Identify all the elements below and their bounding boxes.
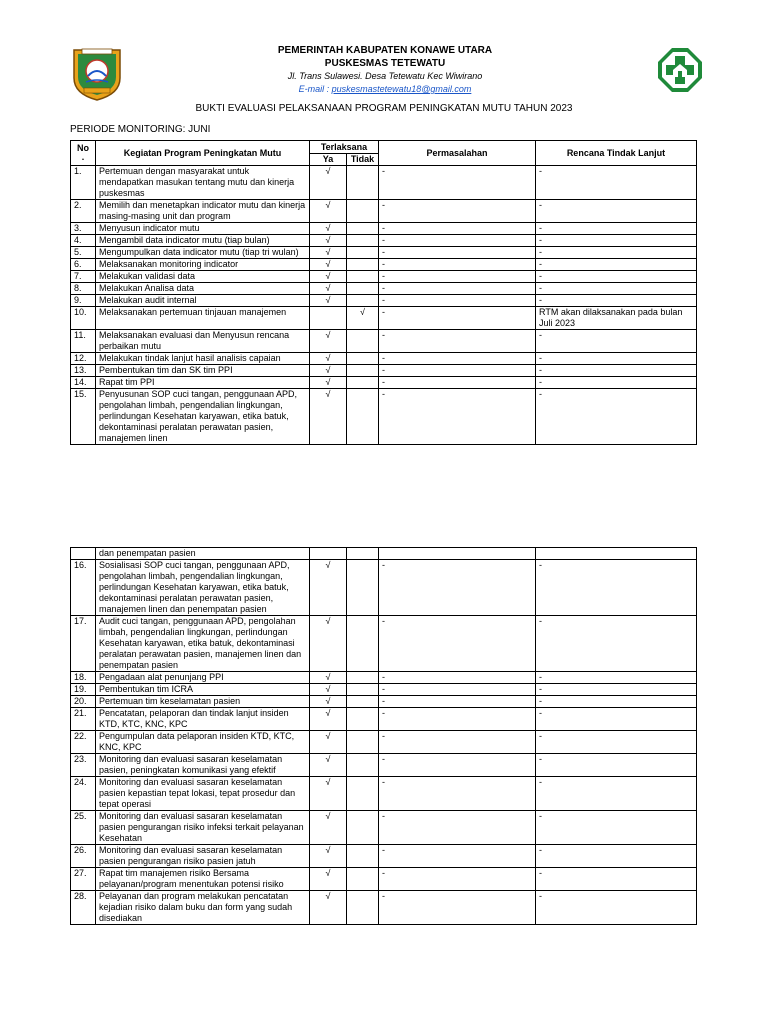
activity-cell: Memilih dan menetapkan indicator mutu dan kinerja masing-masing unit dan program (96, 200, 310, 223)
rtl-cell: - (536, 330, 697, 353)
row-number: 5. (71, 247, 96, 259)
rtl-cell (536, 548, 697, 560)
row-number: 4. (71, 235, 96, 247)
permasalahan-cell: - (379, 811, 536, 845)
tidak-check (347, 377, 379, 389)
permasalahan-cell: - (379, 283, 536, 295)
permasalahan-cell: - (379, 271, 536, 283)
row-number: 16. (71, 560, 96, 616)
permasalahan-cell: - (379, 353, 536, 365)
activity-cell: dan penempatan pasien (96, 548, 310, 560)
row-number: 20. (71, 696, 96, 708)
activity-cell: Monitoring dan evaluasi sasaran keselamatan pasien, peningkatan komunikasi yang efektif (96, 754, 310, 777)
email-link[interactable]: puskesmastetewatu18@gmail.com (331, 84, 472, 94)
tidak-check (347, 235, 379, 247)
table-row (71, 200, 697, 223)
puskesmas-logo-icon (656, 46, 704, 94)
permasalahan-cell: - (379, 166, 536, 200)
rtl-cell: - (536, 684, 697, 696)
rtl-cell: - (536, 560, 697, 616)
address: Jl. Trans Sulawesi. Desa Tetewatu Kec Wiwirano (287, 71, 483, 81)
permasalahan-cell: - (379, 223, 536, 235)
col-terlaksana-header: Terlaksana (310, 141, 379, 154)
activity-cell: Melaksanakan evaluasi dan Menyusun rencana perbaikan mutu (96, 330, 310, 353)
row-number: 11. (71, 330, 96, 353)
row-number: 1. (71, 166, 96, 200)
table-row (71, 777, 697, 811)
tidak-check (347, 166, 379, 200)
permasalahan-cell: - (379, 777, 536, 811)
tidak-check (347, 868, 379, 891)
permasalahan-cell: - (379, 389, 536, 445)
row-number: 17. (71, 616, 96, 672)
col-ya-header: Ya (310, 154, 347, 166)
tidak-check (347, 708, 379, 731)
row-number: 19. (71, 684, 96, 696)
rtl-cell: - (536, 891, 697, 925)
rtl-cell: - (536, 166, 697, 200)
activity-cell: Melaksanakan monitoring indicator (96, 259, 310, 271)
ya-check: √ (310, 754, 347, 777)
tidak-check (347, 365, 379, 377)
rtl-cell: - (536, 235, 697, 247)
row-number: 28. (71, 891, 96, 925)
rtl-cell: - (536, 708, 697, 731)
activity-cell: Pengadaan alat penunjang PPI (96, 672, 310, 684)
permasalahan-cell: - (379, 868, 536, 891)
table-row (71, 731, 697, 754)
permasalahan-cell: - (379, 235, 536, 247)
rtl-cell: - (536, 811, 697, 845)
permasalahan-cell: - (379, 365, 536, 377)
row-number: 25. (71, 811, 96, 845)
tidak-check (347, 891, 379, 925)
tidak-check (347, 696, 379, 708)
row-number: 10. (71, 307, 96, 330)
table-row (71, 560, 697, 616)
activity-cell: Monitoring dan evaluasi sasaran keselamatan pasien pengurangan risiko infeksi terkait pelayanan Kesehatan (96, 811, 310, 845)
row-number: 13. (71, 365, 96, 377)
permasalahan-cell: - (379, 672, 536, 684)
permasalahan-cell: - (379, 560, 536, 616)
ya-check: √ (310, 616, 347, 672)
ya-check: √ (310, 777, 347, 811)
rtl-cell: - (536, 353, 697, 365)
col-rtl-header: Rencana Tindak Lanjut (536, 141, 697, 166)
activity-cell: Melakukan validasi data (96, 271, 310, 283)
row-number: 24. (71, 777, 96, 811)
activity-cell: Monitoring dan evaluasi sasaran keselamatan pasien kepastian tepat lokasi, tepat prosedur dan tepat operasi (96, 777, 310, 811)
ya-check: √ (310, 377, 347, 389)
row-number: 8. (71, 283, 96, 295)
ya-check: √ (310, 200, 347, 223)
table-row (71, 223, 697, 235)
rtl-cell: - (536, 845, 697, 868)
table-row (71, 548, 697, 560)
tidak-check (347, 845, 379, 868)
permasalahan-cell: - (379, 845, 536, 868)
ya-check: √ (310, 389, 347, 445)
table-row (71, 235, 697, 247)
permasalahan-cell: - (379, 684, 536, 696)
row-number: 14. (71, 377, 96, 389)
evaluation-table-page1 (70, 140, 697, 445)
table-row (71, 247, 697, 259)
ya-check: √ (310, 166, 347, 200)
permasalahan-cell: - (379, 891, 536, 925)
rtl-cell: - (536, 672, 697, 684)
col-no-header: No . (71, 141, 96, 166)
tidak-check (347, 259, 379, 271)
row-number: 22. (71, 731, 96, 754)
activity-cell: Mengumpulkan data indicator mutu (tiap tri wulan) (96, 247, 310, 259)
tidak-check (347, 295, 379, 307)
ya-check: √ (310, 247, 347, 259)
activity-cell: Pembentukan tim dan SK tim PPI (96, 365, 310, 377)
row-number: 3. (71, 223, 96, 235)
row-number: 7. (71, 271, 96, 283)
row-number: 27. (71, 868, 96, 891)
ya-check: √ (310, 283, 347, 295)
ya-check: √ (310, 868, 347, 891)
table-row (71, 616, 697, 672)
col-tidak-header: Tidak (347, 154, 379, 166)
permasalahan-cell: - (379, 377, 536, 389)
permasalahan-cell: - (379, 754, 536, 777)
rtl-cell: - (536, 271, 697, 283)
permasalahan-cell: - (379, 330, 536, 353)
permasalahan-cell: - (379, 200, 536, 223)
ya-check: √ (310, 811, 347, 845)
ya-check: √ (310, 259, 347, 271)
tidak-check (347, 754, 379, 777)
ya-check: √ (310, 731, 347, 754)
row-number: 18. (71, 672, 96, 684)
table-row (71, 811, 697, 845)
tidak-check (347, 548, 379, 560)
rtl-cell: - (536, 365, 697, 377)
table-row (71, 166, 697, 200)
tidak-check: √ (347, 307, 379, 330)
ya-check: √ (310, 684, 347, 696)
ya-check (310, 548, 347, 560)
activity-cell: Melakukan audit internal (96, 295, 310, 307)
table-row (71, 868, 697, 891)
row-number: 21. (71, 708, 96, 731)
activity-cell: Melakukan tindak lanjut hasil analisis capaian (96, 353, 310, 365)
table-row (71, 708, 697, 731)
row-number: 2. (71, 200, 96, 223)
rtl-cell: - (536, 200, 697, 223)
rtl-cell: - (536, 295, 697, 307)
row-number: 26. (71, 845, 96, 868)
activity-cell: Rapat tim PPI (96, 377, 310, 389)
tidak-check (347, 353, 379, 365)
table-row (71, 754, 697, 777)
ya-check: √ (310, 696, 347, 708)
activity-cell: Melaksanakan pertemuan tinjauan manajemen (96, 307, 310, 330)
rtl-cell: - (536, 377, 697, 389)
table-row (71, 845, 697, 868)
email-line (130, 83, 640, 96)
permasalahan-cell (379, 548, 536, 560)
row-number: 23. (71, 754, 96, 777)
activity-cell: Melakukan Analisa data (96, 283, 310, 295)
col-kegiatan-header: Kegiatan Program Peningkatan Mutu (96, 141, 310, 166)
ya-check: √ (310, 708, 347, 731)
rtl-cell: - (536, 616, 697, 672)
rtl-cell: RTM akan dilaksanakan pada bulan Juli 2023 (536, 307, 697, 330)
tidak-check (347, 200, 379, 223)
ya-check: √ (310, 891, 347, 925)
tidak-check (347, 811, 379, 845)
table-row (71, 365, 697, 377)
tidak-check (347, 731, 379, 754)
activity-cell: Penyusunan SOP cuci tangan, penggunaan APD, pengolahan limbah, pengendalian lingkungan, perlindungan Kesehatan karyawan, etika batuk, dekontaminasi peralatan perawatan pasien, manajemen linen (96, 389, 310, 445)
rtl-cell: - (536, 223, 697, 235)
permasalahan-cell: - (379, 708, 536, 731)
ya-check: √ (310, 223, 347, 235)
tidak-check (347, 777, 379, 811)
permasalahan-cell: - (379, 247, 536, 259)
rtl-cell: - (536, 731, 697, 754)
activity-cell: Pelayanan dan program melakukan pencatatan kejadian risiko dalam buku dan form yang sudah disediakan (96, 891, 310, 925)
permasalahan-cell: - (379, 259, 536, 271)
kabupaten-emblem-icon (70, 44, 124, 102)
puskesmas-name: PUSKESMAS TETEWATU (324, 58, 446, 69)
rtl-cell: - (536, 696, 697, 708)
evaluation-table-page2 (70, 547, 697, 925)
tidak-check (347, 271, 379, 283)
activity-cell: Rapat tim manajemen risiko Bersama pelayanan/program menentukan potensi risiko (96, 868, 310, 891)
rtl-cell: - (536, 868, 697, 891)
table-row (71, 271, 697, 283)
ya-check: √ (310, 235, 347, 247)
email-label: E-mail : (298, 84, 332, 94)
table-row (71, 353, 697, 365)
table-row (71, 330, 697, 353)
activity-cell: Pertemuan dengan masyarakat untuk mendapatkan masukan tentang mutu dan kinerja puskesmas (96, 166, 310, 200)
government-name: PEMERINTAH KABUPATEN KONAWE UTARA (277, 45, 493, 56)
activity-cell: Menyusun indicator mutu (96, 223, 310, 235)
table-row (71, 283, 697, 295)
permasalahan-cell: - (379, 696, 536, 708)
ya-check: √ (310, 560, 347, 616)
permasalahan-cell: - (379, 295, 536, 307)
tidak-check (347, 389, 379, 445)
tidak-check (347, 672, 379, 684)
permasalahan-cell: - (379, 616, 536, 672)
tidak-check (347, 223, 379, 235)
row-number: 9. (71, 295, 96, 307)
permasalahan-cell: - (379, 307, 536, 330)
activity-cell: Pembentukan tim ICRA (96, 684, 310, 696)
ya-check: √ (310, 365, 347, 377)
tidak-check (347, 283, 379, 295)
table-row (71, 389, 697, 445)
ya-check (310, 307, 347, 330)
table-row (71, 259, 697, 271)
rtl-cell: - (536, 389, 697, 445)
ya-check: √ (310, 845, 347, 868)
activity-cell: Sosialisasi SOP cuci tangan, penggunaan APD, pengolahan limbah, pengendalian lingkungan, perlindungan Kesehatan karyawan, etika batuk, dekontaminasi peralatan perawatan pasien, manajemen linen dan penempatan pasien (96, 560, 310, 616)
table-row (71, 672, 697, 684)
activity-cell: Mengambil data indicator mutu (tiap bulan) (96, 235, 310, 247)
activity-cell: Pencatatan, pelaporan dan tindak lanjut insiden KTD, KTC, KNC, KPC (96, 708, 310, 731)
col-permasalahan-header: Permasalahan (379, 141, 536, 166)
table-row (71, 307, 697, 330)
activity-cell: Pertemuan tim keselamatan pasien (96, 696, 310, 708)
tidak-check (347, 616, 379, 672)
row-number (71, 548, 96, 560)
activity-cell: Audit cuci tangan, penggunaan APD, pengolahan limbah, pengendalian lingkungan, perlindungan Kesehatan karyawan, etika batuk, dekontaminasi peralatan perawatan pasien, manajemen linen dan penempatan pasien (96, 616, 310, 672)
table-row (71, 295, 697, 307)
document-title: BUKTI EVALUASI PELAKSANAAN PROGRAM PENINGKATAN MUTU TAHUN 2023 (195, 103, 573, 114)
rtl-cell: - (536, 259, 697, 271)
tidak-check (347, 684, 379, 696)
ya-check: √ (310, 672, 347, 684)
table-row (71, 696, 697, 708)
tidak-check (347, 560, 379, 616)
tidak-check (347, 247, 379, 259)
row-number: 6. (71, 259, 96, 271)
rtl-cell: - (536, 777, 697, 811)
activity-cell: Monitoring dan evaluasi sasaran keselamatan pasien pengurangan risiko pasien jatuh (96, 845, 310, 868)
table-row (71, 684, 697, 696)
ya-check: √ (310, 330, 347, 353)
monitoring-period: PERIODE MONITORING: JUNI (70, 124, 211, 135)
permasalahan-cell: - (379, 731, 536, 754)
rtl-cell: - (536, 754, 697, 777)
table-row (71, 891, 697, 925)
ya-check: √ (310, 353, 347, 365)
rtl-cell: - (536, 247, 697, 259)
rtl-cell: - (536, 283, 697, 295)
ya-check: √ (310, 295, 347, 307)
tidak-check (347, 330, 379, 353)
table-row (71, 377, 697, 389)
row-number: 12. (71, 353, 96, 365)
activity-cell: Pengumpulan data pelaporan insiden KTD, KTC, KNC, KPC (96, 731, 310, 754)
row-number: 15. (71, 389, 96, 445)
ya-check: √ (310, 271, 347, 283)
